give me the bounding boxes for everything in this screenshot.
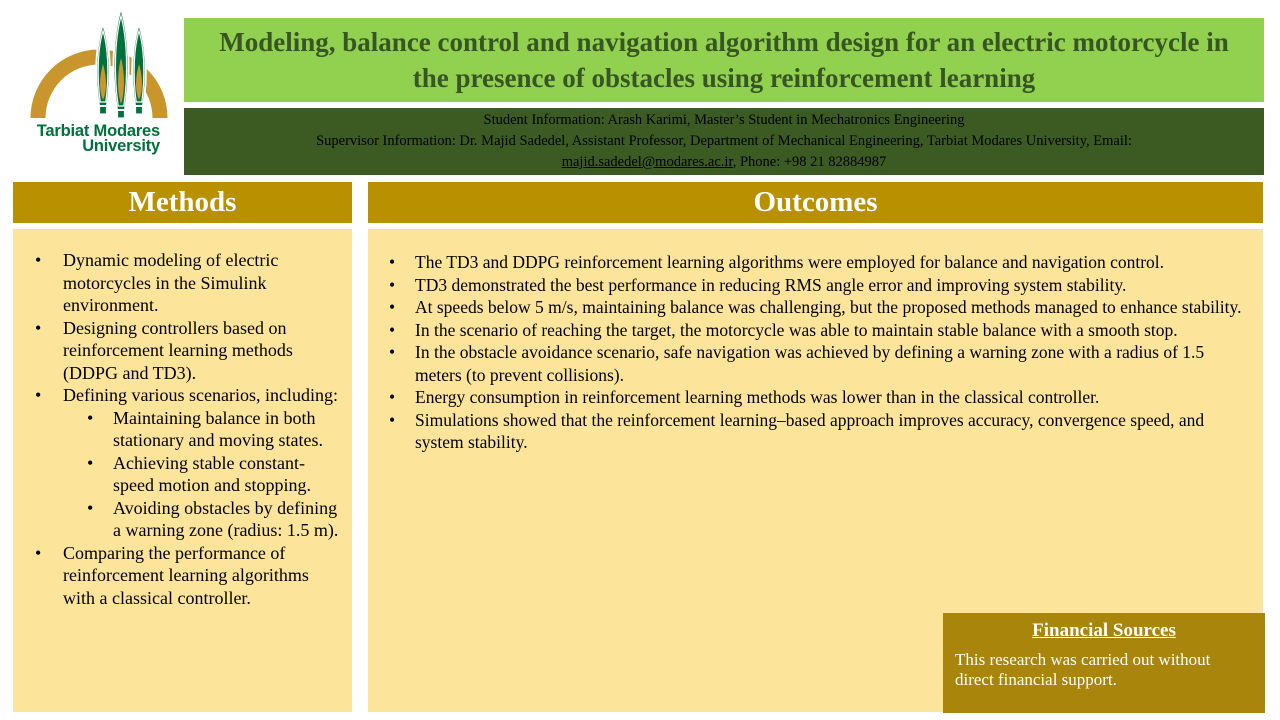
outcomes-bullet-list <box>368 229 1263 454</box>
email-link[interactable]: majid.sadedel@modares.ac.ir <box>561 154 733 170</box>
outcomes-item: • In the obstacle avoidance scenario, safe navigation was achieved by defining a warning zone with a radius of 1.5 meters (to prevent collisions). <box>368 341 1249 386</box>
outcomes-item: • Energy consumption in reinforcement learning methods was lower than in the classical controller. <box>368 386 1249 409</box>
student-info-line: Student Information: Arash Karimi, Master’s Student in Mechatronics Engineering <box>483 112 965 128</box>
outcomes-item: • The TD3 and DDPG reinforcement learning algorithms were employed for balance and navigation control. <box>368 251 1249 274</box>
outcomes-section-header <box>368 182 1263 223</box>
phone-text: , Phone: +98 21 82884987 <box>732 154 887 170</box>
contact-line <box>184 152 1264 173</box>
outcomes-item: • Simulations showed that the reinforcement learning–based approach improves accuracy, convergence speed, and system stability. <box>368 409 1249 454</box>
outcomes-item: • TD3 demonstrated the best performance in reducing RMS angle error and improving system stability. <box>368 274 1249 297</box>
methods-item: • Comparing the performance of reinforcement learning algorithms with a classical controller. <box>13 542 344 610</box>
financial-sources-title: Financial Sources <box>1032 620 1176 641</box>
university-name-line1: Tarbiat Modares <box>36 122 160 140</box>
supervisor-info-line: Supervisor Information: Dr. Majid Sadedel, Assistant Professor, Department of Mechanical Engineering, Tarbiat Modares University, Email: <box>316 133 1132 149</box>
logo-tree-stem <box>100 106 107 114</box>
methods-header-label: Methods <box>128 186 237 218</box>
methods-item: • Designing controllers based on reinforcement learning methods (DDPG and TD3). <box>13 317 344 385</box>
methods-section-body <box>13 229 352 712</box>
methods-section-header <box>13 182 352 223</box>
methods-item: • Dynamic modeling of electric motorcycles in the Simulink environment. <box>13 249 344 317</box>
university-name <box>0 124 160 154</box>
info-bar <box>184 108 1264 175</box>
outcomes-header-label: Outcomes <box>753 186 878 218</box>
logo-tree-stem <box>118 110 125 118</box>
methods-subitem: • Achieving stable constant-speed motion and stopping. <box>13 452 344 497</box>
methods-subitem: • Maintaining balance in both stationary and moving states. <box>13 407 344 452</box>
financial-sources-box <box>943 613 1265 713</box>
university-logo <box>0 0 185 180</box>
logo-tree-stem <box>136 106 143 114</box>
methods-subitem: • Avoiding obstacles by defining a warning zone (radius: 1.5 m). <box>13 497 344 542</box>
outcomes-item: • In the scenario of reaching the target, the motorcycle was able to maintain stable balance with a smooth stop. <box>368 319 1249 342</box>
poster-title-text: Modeling, balance control and navigation algorithm design for an electric motorcycle in the presence of obstacles using reinforcement learning <box>219 27 1229 93</box>
poster-title <box>184 18 1264 102</box>
university-name-line2: University <box>82 137 160 155</box>
outcomes-item: • At speeds below 5 m/s, maintaining balance was challenging, but the proposed methods managed to enhance stability. <box>368 296 1249 319</box>
financial-sources-text: This research was carried out without direct financial support. <box>955 650 1211 689</box>
methods-item: • Defining various scenarios, including: <box>13 384 344 407</box>
methods-bullet-list <box>13 229 352 609</box>
